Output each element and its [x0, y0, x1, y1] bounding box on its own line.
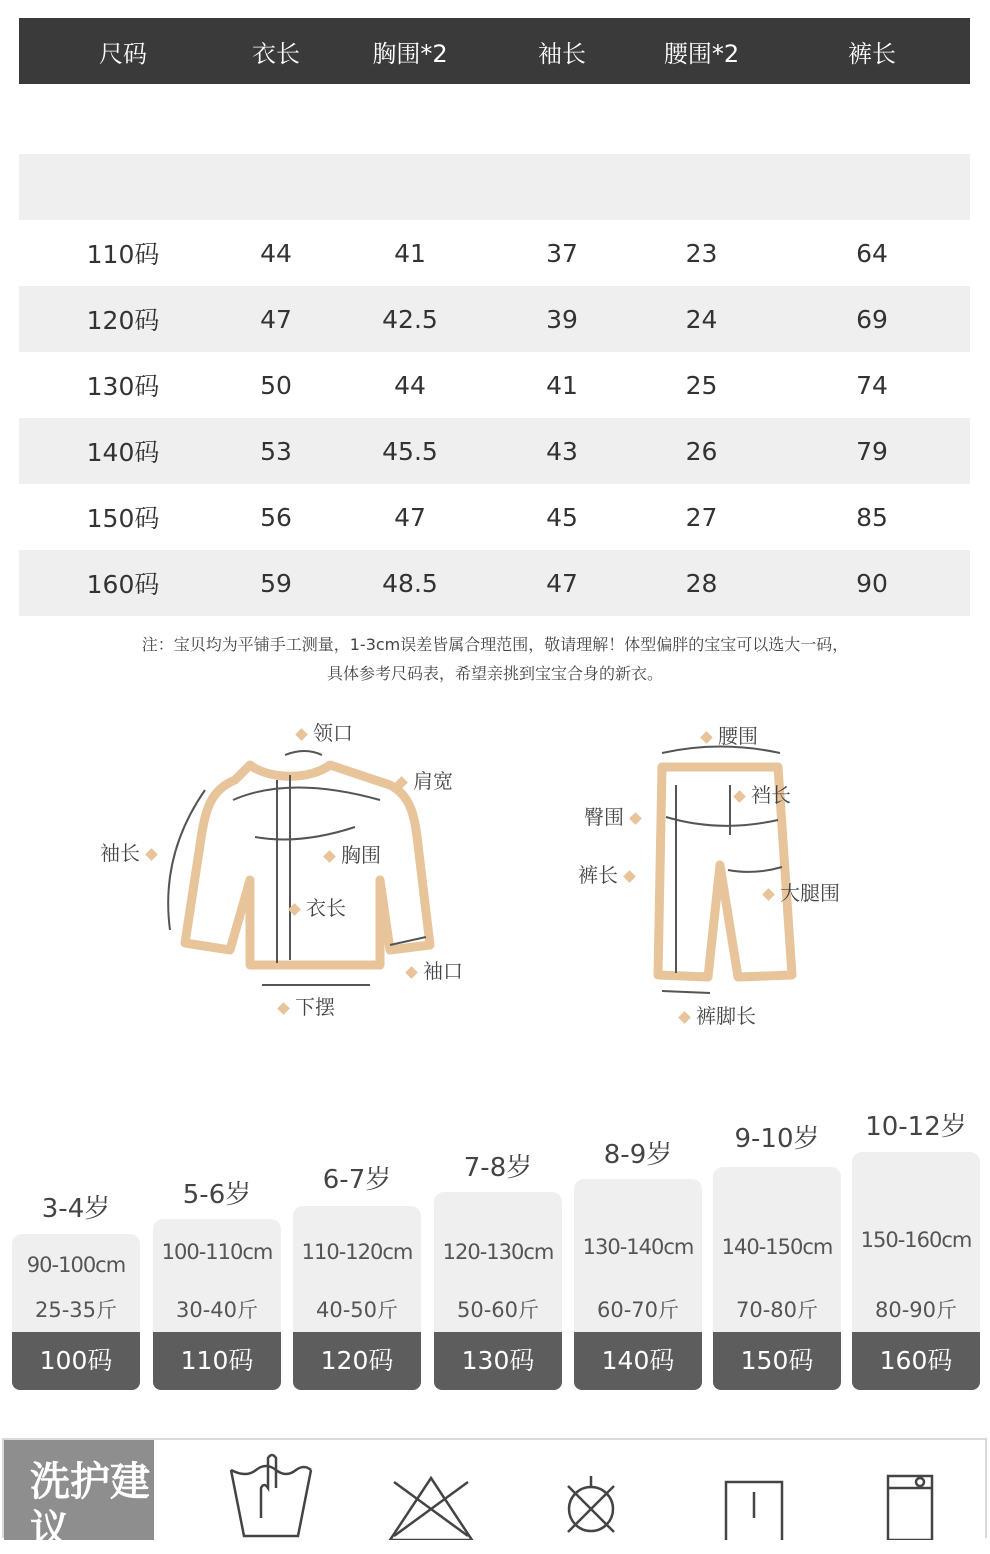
- card-age: 8-9岁: [603, 1140, 673, 1170]
- table-cell: 56: [260, 502, 292, 532]
- table-cell: 47: [546, 568, 578, 598]
- table-cell: 41: [546, 370, 578, 400]
- table-cell: 150码: [86, 504, 160, 533]
- table-cell: 41: [394, 238, 426, 268]
- label-thigh: 大腿围: [757, 877, 840, 906]
- card-age: 3-4岁: [41, 1194, 111, 1224]
- card-size-badge: 150码: [713, 1332, 841, 1390]
- card-weight: 50-60斤: [456, 1298, 540, 1322]
- size-table: [19, 18, 970, 616]
- table-cell: 110码: [86, 240, 160, 269]
- card-size-badge: 130码: [434, 1332, 562, 1390]
- card-height: 100-110cm: [161, 1240, 273, 1264]
- table-cell: 45: [546, 502, 578, 532]
- size-card: [434, 1100, 562, 1390]
- table-row: [19, 286, 970, 352]
- label-pants-length: 裤长: [578, 859, 641, 888]
- table-cell: 47: [260, 304, 292, 334]
- label-sleeve: 袖长: [100, 837, 163, 866]
- label-chest: 胸围: [318, 839, 381, 868]
- header-sleeve: 袖长: [538, 39, 586, 68]
- card-weight: 80-90斤: [874, 1298, 958, 1322]
- table-cell: 120码: [86, 306, 160, 335]
- table-cell: 24: [685, 304, 718, 334]
- card-height: 90-100cm: [26, 1253, 126, 1277]
- card-height: 130-140cm: [582, 1235, 694, 1259]
- card-weight: 60-70斤: [596, 1298, 680, 1322]
- no-tumble-dry-icon: [556, 1474, 626, 1540]
- table-cell: 48.5: [382, 568, 438, 598]
- no-bleach-icon: [386, 1474, 476, 1540]
- size-card: [574, 1100, 702, 1390]
- table-cell: 44: [394, 370, 426, 400]
- card-age: 7-8岁: [463, 1153, 533, 1183]
- label-length: 衣长: [283, 892, 346, 921]
- header-size: 尺码: [99, 39, 147, 68]
- label-shoulder: 肩宽: [390, 765, 453, 794]
- size-card: [12, 1100, 140, 1390]
- size-card: [713, 1100, 841, 1390]
- diamond-icon: [295, 728, 308, 741]
- table-cell: 23: [685, 238, 718, 268]
- table-cell: 64: [856, 238, 888, 268]
- table-cell: 25: [685, 370, 718, 400]
- card-height: 150-160cm: [860, 1228, 972, 1252]
- diamond-icon: [145, 848, 158, 861]
- header-chest: 胸围*2: [372, 39, 448, 68]
- note-line-2: 具体参考尺码表，希望亲挑到宝宝合身的新衣。: [326, 664, 663, 683]
- header-length: 衣长: [252, 39, 300, 68]
- table-cell: 85: [856, 502, 888, 532]
- table-cell: 45.5: [382, 436, 438, 466]
- card-age: 10-12岁: [865, 1112, 967, 1142]
- table-cell: 140码: [86, 438, 160, 467]
- header-pants-length: 裤长: [848, 39, 896, 68]
- table-cell: 74: [856, 370, 888, 400]
- note-line-1: 注：宝贝均为平铺手工测量，1-3cm误差皆属合理范围，敬请理解！体型偏胖的宝宝可以选大一码，: [141, 635, 849, 654]
- card-age: 9-10岁: [734, 1124, 820, 1154]
- size-card: [852, 1100, 980, 1390]
- diamond-icon: [623, 870, 636, 883]
- table-row: [19, 220, 970, 286]
- jacket-diagram: [90, 705, 510, 1035]
- card-age: 6-7岁: [322, 1165, 392, 1195]
- header-waist: 腰围*2: [663, 39, 740, 68]
- label-waist: 腰围: [695, 720, 758, 749]
- table-cell: 69: [856, 304, 888, 334]
- diamond-icon: [733, 790, 746, 803]
- table-header: [19, 18, 970, 84]
- table-row: [19, 352, 970, 418]
- diamond-icon: [277, 1002, 290, 1015]
- diamond-icon: [405, 966, 418, 979]
- care-title: 洗护建议: [4, 1440, 154, 1540]
- table-cell: 39: [546, 304, 578, 334]
- pants-diagram: [570, 705, 870, 1035]
- table-cell: 43: [546, 436, 578, 466]
- card-weight: 30-40斤: [175, 1298, 259, 1322]
- hang-dry-icon: [722, 1478, 786, 1540]
- card-height: 110-120cm: [301, 1240, 413, 1264]
- table-row: [19, 550, 970, 616]
- size-card: [153, 1100, 281, 1390]
- card-age: 5-6岁: [182, 1180, 252, 1210]
- label-leg-opening: 裤脚长: [673, 1000, 756, 1029]
- card-weight: 25-35斤: [34, 1298, 118, 1322]
- table-cell: 47: [394, 502, 426, 532]
- table-cell: 53: [260, 436, 292, 466]
- table-cell: 79: [856, 436, 888, 466]
- table-row: [19, 484, 970, 550]
- table-spacer-shaded: [19, 154, 970, 220]
- iron-icon: [882, 1466, 938, 1540]
- table-cell: 160码: [86, 570, 160, 599]
- jacket-outline-icon: [90, 705, 510, 1035]
- label-crotch: 裆长: [728, 779, 791, 808]
- diamond-icon: [678, 1011, 691, 1024]
- card-weight: 70-80斤: [735, 1298, 819, 1322]
- table-row: [19, 418, 970, 484]
- hand-wash-icon: [226, 1448, 316, 1538]
- card-size-badge: 120码: [293, 1332, 421, 1390]
- care-instructions: [2, 1438, 987, 1553]
- card-size-badge: 100码: [12, 1332, 140, 1390]
- measurement-note: [30, 630, 960, 688]
- size-card: [293, 1100, 421, 1390]
- diamond-icon: [762, 888, 775, 901]
- card-height: 140-150cm: [721, 1235, 833, 1259]
- label-hip: 臀围: [584, 801, 647, 830]
- card-size-badge: 110码: [153, 1332, 281, 1390]
- table-cell: 130码: [86, 372, 160, 401]
- card-height: 120-130cm: [442, 1240, 554, 1264]
- table-spacer: [19, 84, 970, 154]
- label-hem: 下摆: [272, 991, 335, 1020]
- label-cuff: 袖口: [400, 955, 463, 984]
- label-collar: 领口: [290, 717, 353, 746]
- table-cell: 50: [260, 370, 292, 400]
- table-cell: 59: [260, 568, 292, 598]
- card-size-badge: 140码: [574, 1332, 702, 1390]
- diamond-icon: [629, 812, 642, 825]
- table-cell: 44: [260, 238, 292, 268]
- diamond-icon: [395, 776, 408, 789]
- diamond-icon: [323, 850, 336, 863]
- diamond-icon: [700, 731, 713, 744]
- table-cell: 27: [685, 502, 718, 532]
- card-size-badge: 160码: [852, 1332, 980, 1390]
- table-cell: 90: [856, 568, 888, 598]
- size-guide-cards: [12, 1100, 982, 1400]
- diamond-icon: [288, 903, 301, 916]
- table-cell: 42.5: [382, 304, 438, 334]
- table-cell: 28: [685, 568, 718, 598]
- table-cell: 26: [685, 436, 718, 466]
- card-weight: 40-50斤: [315, 1298, 399, 1322]
- table-cell: 37: [546, 238, 578, 268]
